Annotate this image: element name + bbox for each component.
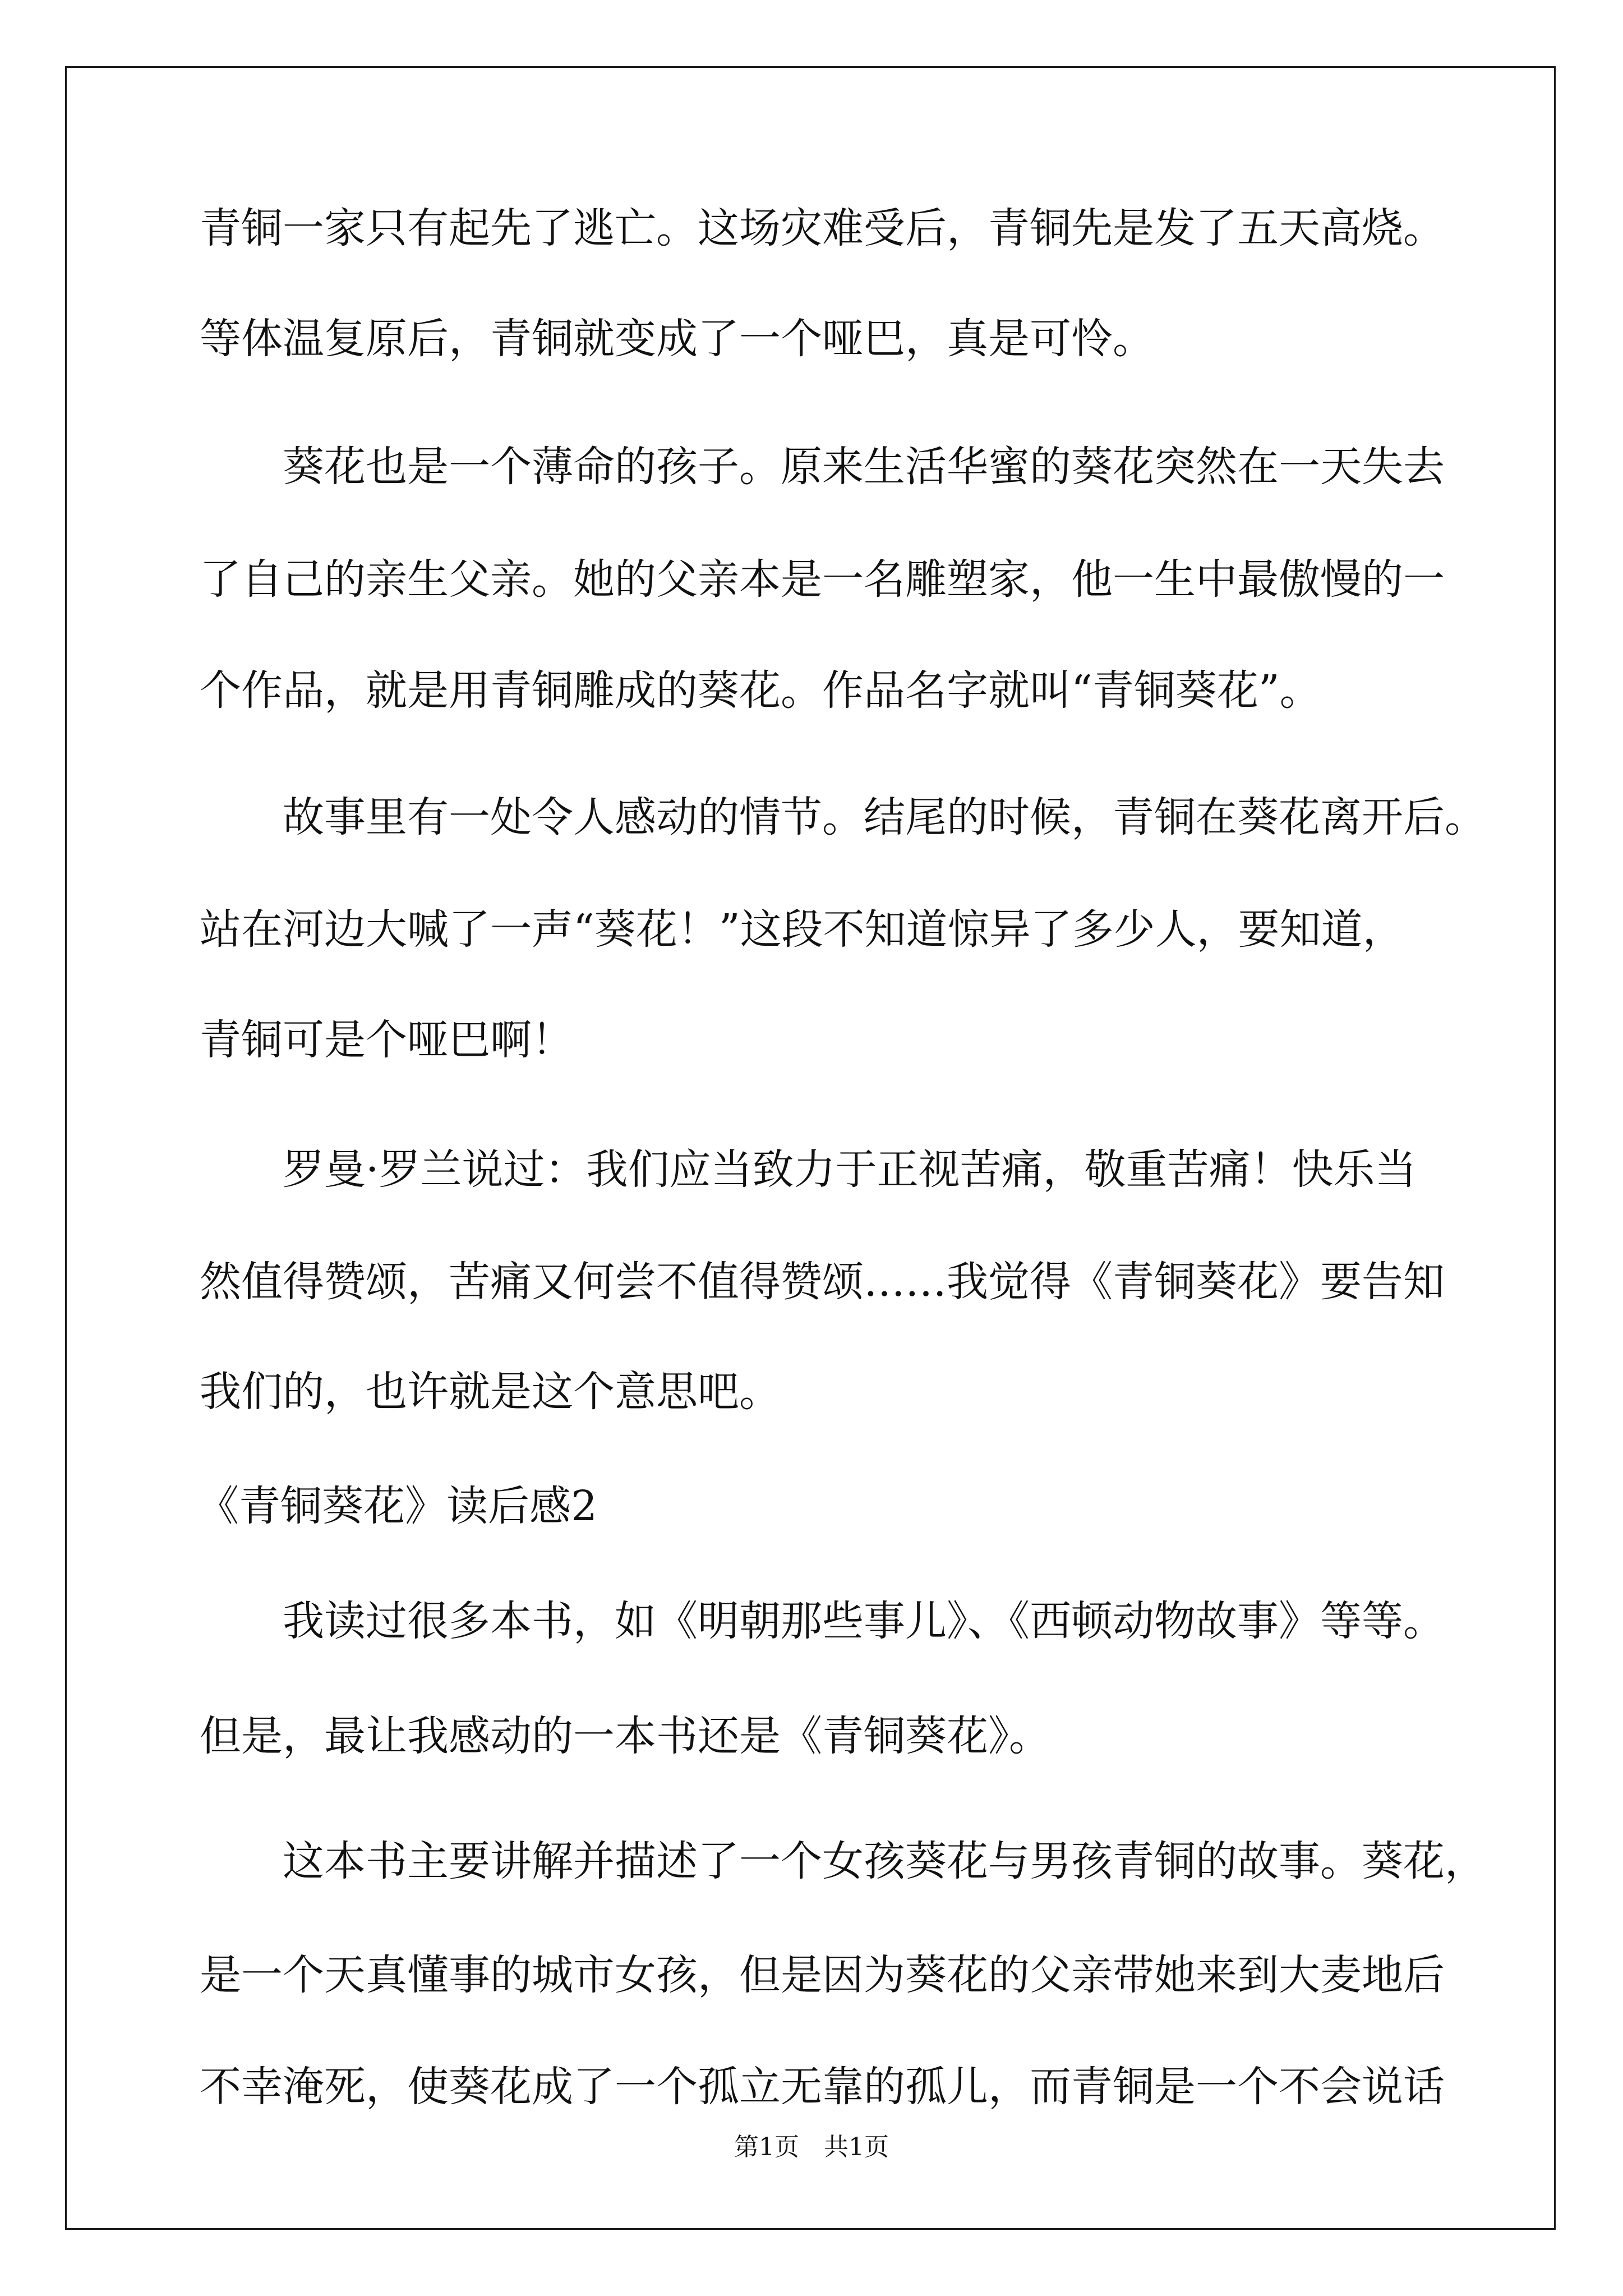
- text-line: 是一个天真懂事的城市女孩，但是因为葵花的父亲带她来到大麦地后: [200, 1951, 1445, 1999]
- text-line: 等体温复原后，青铜就变成了一个哑巴，真是可怜。: [200, 315, 1154, 363]
- paragraph-start: 故事里有一处令人感动的情节。结尾的时候，青铜在葵花离开后。: [283, 793, 1486, 841]
- section-heading: 《青铜葵花》读后感2: [197, 1482, 598, 1530]
- paragraph-start: 我读过很多本书，如《明朝那些事儿》、《西顿动物故事》等等。: [283, 1597, 1445, 1645]
- paragraph-start: 这本书主要讲解并描述了一个女孩葵花与男孩青铜的故事。葵花，: [283, 1837, 1486, 1885]
- paragraph-start: 葵花也是一个薄命的孩子。原来生活华蜜的葵花突然在一天失去: [283, 443, 1445, 491]
- text-line: 然值得赞颂，苦痛又何尝不值得赞颂……我觉得《青铜葵花》要告知: [200, 1258, 1445, 1306]
- page-number: 第1页 共1页: [734, 2133, 889, 2161]
- text-line: 站在河边大喊了一声“葵花！”这段不知道惊异了多少人，要知道，: [200, 905, 1404, 954]
- text-line: 不幸淹死，使葵花成了一个孤立无靠的孤儿，而青铜是一个不会说话: [200, 2063, 1445, 2111]
- text-line: 青铜一家只有起先了逃亡。这场灾难受后，青铜先是发了五天高烧。: [200, 204, 1445, 252]
- text-line: 个作品，就是用青铜雕成的葵花。作品名字就叫“青铜葵花”。: [200, 666, 1321, 715]
- text-line: 但是，最让我感动的一本书还是《青铜葵花》。: [200, 1712, 1050, 1760]
- text-line: 我们的，也许就是这个意思吧。: [200, 1368, 781, 1416]
- paragraph-start: 罗曼·罗兰说过：我们应当致力于正视苦痛，敬重苦痛！快乐当: [283, 1145, 1417, 1194]
- text-line: 了自己的亲生父亲。她的父亲本是一名雕塑家，他一生中最傲慢的一: [200, 555, 1445, 604]
- text-line: 青铜可是个哑巴啊！: [200, 1016, 573, 1064]
